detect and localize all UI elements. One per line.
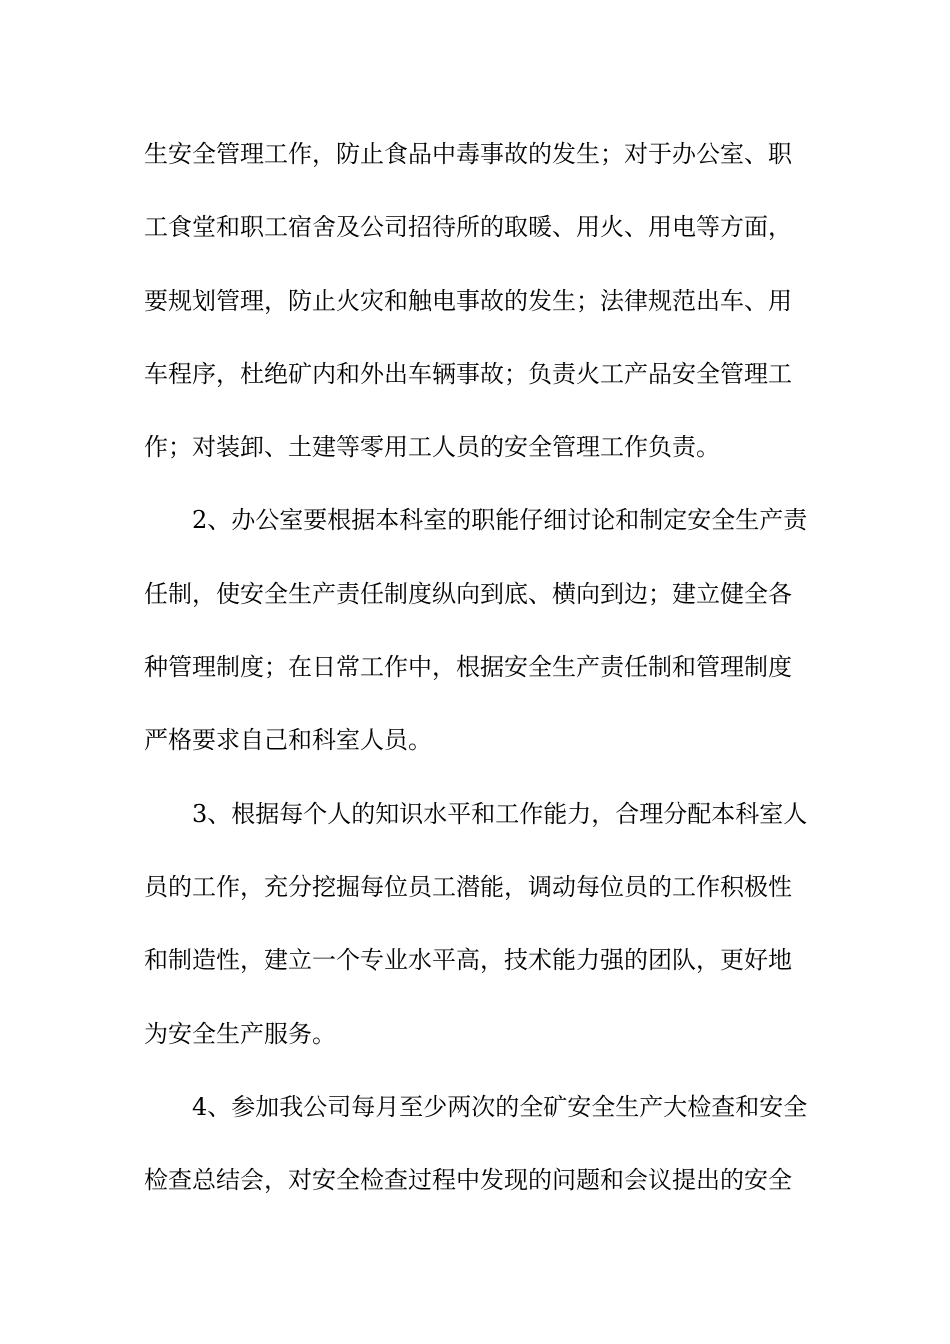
text-line: 生安全管理工作，防止食品中毒事故的发生；对于办公室、职 xyxy=(144,140,792,168)
paragraph-2-start: 2、办公室要根据本科室的职能仔细讨论和制定安全生产责 xyxy=(192,506,808,535)
text-line: 要规划管理，防止火灾和触电事故的发生；法律规范出车、用 xyxy=(144,286,792,315)
text-line: 员的工作，充分挖掘每位员工潜能，调动每位员的工作积极性 xyxy=(144,872,792,901)
text-line: 严格要求自己和科室人员。 xyxy=(144,726,432,755)
text-line: 检查总结会，对安全检查过程中发现的问题和会议提出的安全 xyxy=(144,1166,792,1195)
paragraph-3-start: 3、根据每个人的知识水平和工作能力，合理分配本科室人 xyxy=(192,799,808,828)
text-line: 工食堂和职工宿舍及公司招待所的取暖、用火、用电等方面， xyxy=(144,213,792,242)
document-body xyxy=(144,130,824,1229)
text-line: 作；对装卸、土建等零用工人员的安全管理工作负责。 xyxy=(144,433,720,462)
text-line: 为安全生产服务。 xyxy=(144,1019,336,1048)
text-line: 车程序，杜绝矿内和外出车辆事故；负责火工产品安全管理工 xyxy=(144,359,792,388)
text-line: 和制造性，建立一个专业水平高，技术能力强的团队，更好地 xyxy=(144,946,792,975)
text-line: 种管理制度；在日常工作中，根据安全生产责任制和管理制度 xyxy=(144,653,792,682)
text-line: 任制，使安全生产责任制度纵向到底、横向到边；建立健全各 xyxy=(144,579,792,608)
paragraph-4-start: 4、参加我公司每月至少两次的全矿安全生产大检查和安全 xyxy=(192,1092,808,1121)
